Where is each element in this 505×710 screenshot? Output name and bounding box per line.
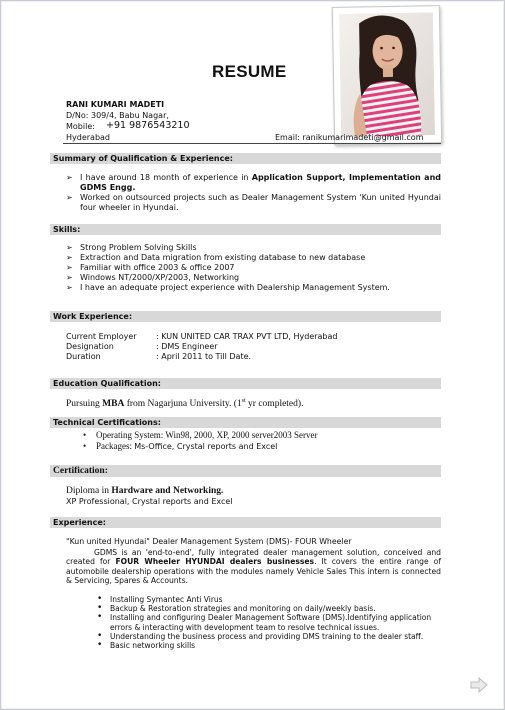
work-heading: Work Experience:	[50, 311, 441, 322]
list-item: ➢ Strong Problem Solving Skills	[65, 243, 441, 253]
experience-heading: Experience:	[50, 517, 441, 528]
project-title: "Kun united Hyundai" Dealer Management System (DMS)- FOUR Wheeler	[66, 537, 352, 546]
list-item: • Backup & Restoration strategies and monitoring on daily/weekly basis.	[93, 604, 441, 613]
profile-photo	[332, 5, 442, 145]
list-item: ➢ Extraction and Data migration from existing database to new database	[65, 253, 441, 263]
page-title: RESUME	[212, 62, 287, 81]
experience-list	[93, 595, 441, 650]
list-item: ➢ Windows NT/2000/XP/2003, Networking	[65, 273, 441, 283]
candidate-name: RANI KUMARI MADETI	[66, 100, 165, 109]
address-line: D/No: 309/4, Babu Nagar,	[66, 111, 169, 120]
certification-heading: Certification:	[50, 465, 441, 477]
email: Email: ranikumarimadeti@gmail.com	[275, 133, 424, 142]
contact-divider	[63, 143, 441, 144]
list-item: • Installing and configuring Dealer Management Software (DMS).Identifying application errors & interacting with development team to resolve technical issues.	[93, 613, 441, 631]
education-heading: Education Qualification:	[50, 378, 441, 389]
summary-heading: Summary of Qualification & Experience:	[50, 153, 441, 164]
work-value: : DMS Engineer	[156, 342, 218, 351]
list-item: • Basic networking skills	[93, 641, 441, 650]
portrait-image	[339, 12, 435, 137]
mobile-number: +91 9876543210	[106, 120, 190, 131]
list-item: • Installing Symantec Anti Virus	[93, 595, 441, 604]
work-value: : April 2011 to Till Date.	[156, 352, 252, 361]
list-item: ➢ Worked on outsourced projects such as Dealer Management System 'Kun united Hyundai four wheeler in Hyundai.	[65, 193, 441, 213]
work-label: Current Employer	[66, 332, 137, 341]
work-value: : KUN UNITED CAR TRAX PVT LTD, Hyderabad	[156, 332, 338, 341]
work-label: Duration	[66, 352, 101, 361]
list-item: • Packages: Ms-Office, Crystal reports and Excel	[80, 441, 440, 452]
mobile-label: Mobile:	[66, 122, 95, 131]
list-item: ➢ I have around 18 month of experience in Application Support, Implementation and GDMS Engg.	[65, 173, 441, 193]
list-item: • Understanding the business process and providing DMS training to the dealer staff.	[93, 632, 441, 641]
diploma-text: Diploma in Hardware and Networking.	[66, 486, 224, 496]
next-arrow-icon[interactable]	[470, 676, 488, 694]
skills-heading: Skills:	[50, 224, 441, 235]
city: Hyderabad	[66, 133, 110, 142]
technical-heading: Technical Certifications:	[50, 417, 441, 428]
summary-list	[65, 173, 441, 213]
technical-list	[80, 430, 440, 452]
work-label: Designation	[66, 342, 114, 351]
list-item: • Operating System: Win98, 2000, XP, 2000 server2003 Server	[80, 430, 440, 441]
education-text: Pursuing MBA from Nagarjuna University. (1st yr completed).	[66, 398, 304, 410]
project-description: GDMS is an 'end-to-end', fully integrated dealer management solution, conceived and created for FOUR Wheeler HYUNDAI dealers businesses. It covers the entire range of automobile dealership operations with the modules namely Vehicle Sales This intern is connected & Servicing, Spares & Accounts.	[66, 548, 441, 586]
certification-tools: XP Professional, Crystal reports and Excel	[66, 497, 233, 506]
skills-list	[65, 243, 441, 293]
list-item: ➢ Familiar with office 2003 & office 2007	[65, 263, 441, 273]
list-item: ➢ I have an adequate project experience with Dealership Management System.	[65, 283, 441, 293]
